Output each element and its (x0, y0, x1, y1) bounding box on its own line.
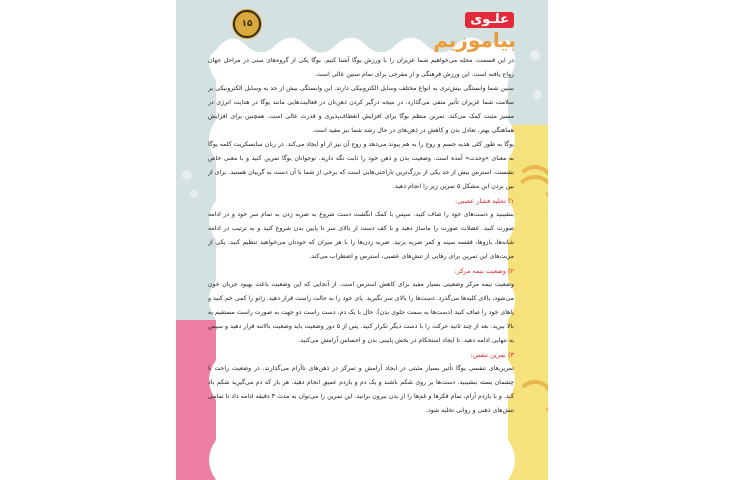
section-text-2: وضعیت نیمه مرکز وضعیتی بسیار مفید برای کاهش استرس است. از آنجایی که این وضعیت باعث بهبود جریان خون می‌شود، بالای کلیه‌ها می‌گذرد. دست‌ها را بالای سر بگیرید. پای خود را به حالت راست قرار دهید. زانو را کمی خم کنید و پاهای خود را صاف کنید (دست‌ها به سمت جلوی بدن). حال با یک دم، دست راست دو جهت به صورت راست مستقیم به بالا ببرید. بعد از چند ثانیه حرکت را با دست دیگر تکرار کنید. پس از ۵ دور وضعیت باید وضعیت بالاتنه قرار دهید و سپس به تنهایی ادامه دهید. تا ایجاد استحکام در بخش پایینی بدن و احساس آرامش می‌کنید. (208, 281, 514, 344)
page-content (202, 0, 520, 480)
paragraph-2: یوگا به طور کلی هدیه جسم و روح را به هم پیوند می‌دهد و روح آن نیز از او ایجاد می‌کند. در زبان سانسکریت کلمه یوگا به معنای «وحدت» آمده است. وضعیت بدن و ذهن خود را ثابت نگه دارید. نوجوانان یوگا تمرین کنید و با معنی خاص نشست. استرس بیش از حد یکی از بزرگ‌ترین ناراحتی‌هایی است که برخی از شما با آن دست به گریبان هستید. برای از بین بردن این مشکل ۵ تمرین زیر را انجام دهید. (208, 141, 514, 190)
section-text-1: بنشینید و دست‌های خود را صاف کنید. سپس با کمک انگشت دست شروع به ضربه زدن به تمام سر خود و در ادامه صورت کنید. عضلات صورت را ماساژ دهید و با کف دست از بالای سر تا پایین بدن شروع کنید و به ترتیب در ادامه شانه‌ها، بازوها، قفسه سینه و کمر ضربه بزنید. ضربه زدن‌ها را با هر میزان که خودتان می‌خواهید تنظیم کنید. یکی از مزیت‌های این تمرین برای رهایی از تنش‌های عصبی، استرس و اضطراب می‌کند. (208, 211, 514, 260)
page-title: بیاموزیم (433, 28, 516, 52)
document-page (176, 0, 548, 480)
article-body (208, 54, 514, 418)
paragraph-1: سنین شما وابستگی بیش‌تری به انواع مختلف وسایل الکترونیکی دارند. این وابستگی بیش از حد به وسایل الکترونیکی بر سلامت شما عزیزان تأثیر منفی می‌گذارد. در نتیجه درگیر کردن ذهن‌تان در فعالیت‌هایی مانند یوگا در هدایت انرژی در مسیر مثبت کمک می‌کند. تمرین منظم یوگا برای افزایش انعطاف‌پذیری و قدرت عالی است. همچنین برای افزایش هماهنگی بهتر، تعادل بدن و کاهش در ذهن‌های در حال رشد شما نیز مفید است. (208, 85, 514, 134)
section-heading-3: ۳) تمرین تنفس: (470, 351, 514, 359)
section-text-3: تمرین‌های تنفسی یوگا تأثیر بسیار مثبتی در ایجاد آرامش و تمرکز در ذهن‌های ناآرام می‌گذارند. در وضعیت راحت با چشمان بسته بنشینید. دست‌ها بر روی شکم باشند و یک دم و بازدم عمیق انجام دهید. هر بار که دم می‌گیرید شکم باد کند. و با بازدم آرام، تمام فکرها و غم‌ها را از بدن بیرون برانید. این تمرین را می‌توان به مدت ۳ دقیقه ادامه داد تا تمامی تنش‌های ذهنی و روانی تخلیه شود. (208, 365, 514, 414)
intro-paragraph: در این قسمت، مجله می‌خواهیم شما عزیزان را با ورزش یوگا آشنا کنیم. یوگا یکی از گروه‌های سنی در مراحل جهان رواج یافته است. این ورزش فرهنگی و از مفرحی برای تمام سنین عالی است. (208, 57, 514, 78)
category-tag: علـوی (465, 12, 514, 28)
page-number-badge: ۱۵ (233, 10, 261, 38)
section-heading-2: ۲) وضعیت نیمه مرکز: (454, 267, 514, 275)
section-heading-1: ۱) تخلیه فشار عصبی: (455, 197, 514, 205)
